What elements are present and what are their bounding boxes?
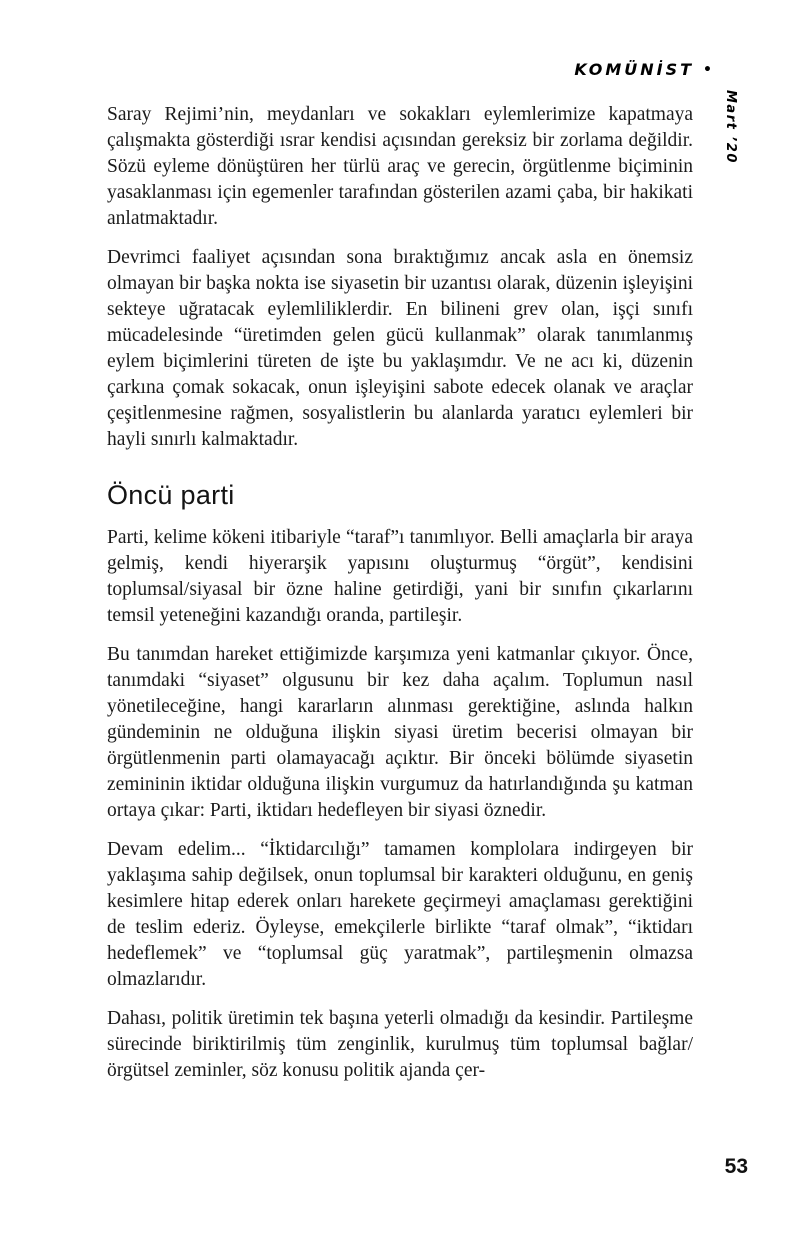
journal-title: KOMÜNİST xyxy=(574,60,695,79)
paragraph: Parti, kelime kökeni itibariyle “taraf”ı tanımlıyor. Belli amaçlarla bir araya gelmiş, kendi hiyerarşik yapısını oluşturmuş “örgüt”, kendisini toplumsal/siyasal bir özne haline getirdiği, yani bir sınıfın çıkarlarını temsil yeteneğini kazandığı oranda, partileşir. xyxy=(107,527,693,626)
masthead xyxy=(574,60,712,79)
paragraph: Devrimci faaliyet açısından sona bıraktığımız ancak asla en önemsiz olmayan bir başka nokta ise siyasetin bir uzantısı olarak, düzenin işleyişini sekteye uğratacak eylemliliklerdir. En bilineni grev olan, işçi sınıfı mücadelesinde “üretimden gelen gücü kullanmak” olarak tanımlanmış eylem biçimlerini türeten de işte bu yaklaşımdır. Ve ne acı ki, düzenin çarkına çomak sokacak, onun işleyişini sabote edecek olanak ve araçlar çeşitlenmesine rağmen, sosyalistlerin bu alanlarda yaratıcı eylemleri bir hayli sınırlı kalmaktadır. xyxy=(107,247,693,450)
paragraph: Bu tanımdan hareket ettiğimizde karşımıza yeni katmanlar çıkıyor. Önce, tanımdaki “siyaset” olgusunu bir kez daha açalım. Toplumun nasıl yönetileceğine, hangi kararların alınması gerektiğine, aslında halkın gündeminin ne olduğuna ilişkin siyasi üretim becerisi olmayan bir örgütlenmenin parti olamayacağı açıktır. Bir önceki bölümde siyasetin zemininin iktidar olduğuna ilişkin vurgumuz da hatırlandığında şu katman ortaya çıkar: Parti, iktidarı hedefleyen bir siyasi öznedir. xyxy=(107,644,693,821)
paragraph: Devam edelim... “İktidarcılığı” tamamen komplolara indirgeyen bir yaklaşıma sahip değilsek, onun toplumsal bir karakteri olduğunu, en geniş kesimlere hitap ederek onları harekete geçirmeyi amaçlaması gerektiğini de teslim ederiz. Öyleyse, emekçilerle birlikte “taraf olmak”, “iktidarı hedeflemek” ve “toplumsal güç yaratmak”, partileşmenin olmazsa olmazlarıdır. xyxy=(107,839,693,990)
paragraph: Saray Rejimi’nin, meydanları ve sokakları eylemlerimize kapatmaya çalışmakta gösterdiği ısrar kendisi açısından gereksiz bir zorlama değildir. Sözü eyleme dönüştüren her türlü araç ve gerecin, örgütlenme biçiminin yasaklanması için egemenler tarafından gösterilen azami çaba, bir hakikati anlatmaktadır. xyxy=(107,104,693,229)
masthead-bullet-icon: • xyxy=(703,61,712,78)
section-heading: Öncü parti xyxy=(107,480,235,510)
article-body xyxy=(107,102,693,1097)
page-number: 53 xyxy=(724,1155,748,1178)
paragraph: Dahası, politik üretimin tek başına yeterli olmadığı da kesindir. Partileşme sürecinde biriktirilmiş tüm zenginlik, kurulmuş tüm toplumsal bağlar/örgütsel zeminler, söz konusu politik ajanda çer- xyxy=(107,1008,693,1081)
issue-date: Mart ’20 xyxy=(723,90,738,164)
